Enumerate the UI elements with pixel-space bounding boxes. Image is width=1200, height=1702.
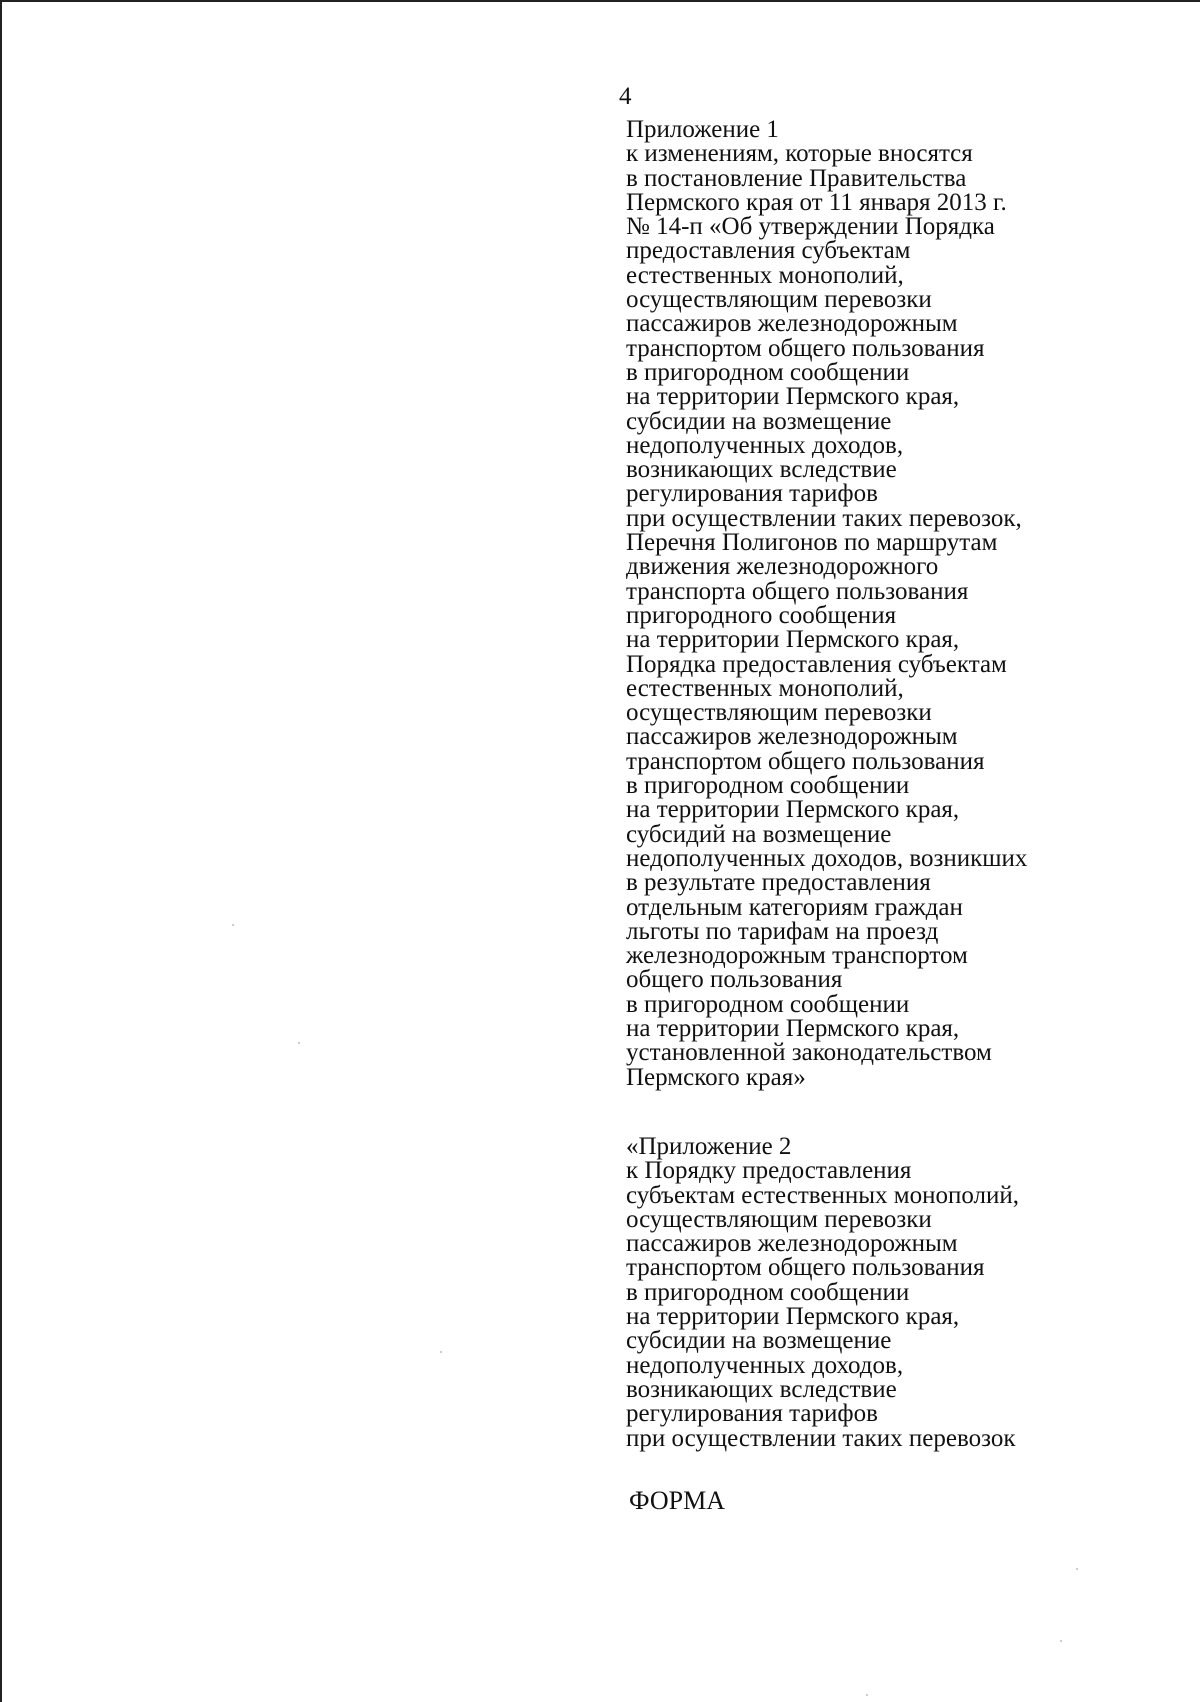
- scan-speck: [1076, 1568, 1078, 1570]
- scan-edge-left: [0, 0, 2, 1702]
- form-label: ФОРМА: [629, 1486, 725, 1515]
- appendix-1-line: недополученных доходов, возникших: [626, 844, 1028, 872]
- appendix-2-header: [626, 1135, 1019, 1451]
- scan-edge-top: [0, 0, 1200, 2]
- appendix-2-line: недополученных доходов,: [626, 1351, 904, 1379]
- appendix-2-line: транспортом общего пользования: [626, 1254, 985, 1282]
- appendix-2-line: на территории Пермского края,: [626, 1303, 960, 1331]
- appendix-1-line: пригородного сообщения: [626, 601, 897, 629]
- appendix-1-line: Перечня Полигонов по маршрутам: [626, 529, 998, 557]
- appendix-1-line: Приложение 1: [626, 116, 779, 143]
- appendix-1-line: транспорта общего пользования: [626, 577, 969, 605]
- appendix-1-line: субсидии на возмещение: [626, 407, 892, 435]
- appendix-1-line: Пермского края от 11 января 2013 г.: [626, 188, 1007, 216]
- appendix-1-line: на территории Пермского края,: [626, 383, 960, 411]
- appendix-1-line: в результате предоставления: [626, 869, 931, 897]
- appendix-1-line: возникающих вследствие: [626, 456, 897, 484]
- appendix-1-line: льготы по тарифам на проезд: [626, 917, 939, 945]
- appendix-1-line: регулирования тарифов: [626, 480, 878, 508]
- scan-speck: [866, 1694, 868, 1696]
- appendix-1-line: предоставления субъектам: [626, 237, 911, 265]
- scan-speck: [298, 1042, 300, 1044]
- appendix-2-line: осуществляющим перевозки: [626, 1205, 932, 1233]
- appendix-1-line: Пермского края»: [626, 1063, 806, 1091]
- appendix-2-line: к Порядку предоставления: [626, 1157, 912, 1185]
- appendix-1-header: [626, 118, 1027, 1090]
- appendix-1-line: осуществляющим перевозки: [626, 699, 932, 727]
- appendix-1-line: железнодорожным транспортом: [626, 942, 968, 970]
- appendix-1-line: в пригородном сообщении: [626, 990, 910, 1018]
- scan-speck: [440, 1351, 442, 1353]
- scan-speck: [232, 924, 234, 926]
- appendix-1-line: осуществляющим перевозки: [626, 286, 932, 314]
- appendix-1-line: естественных монополий,: [626, 674, 904, 702]
- appendix-1-line: пассажиров железнодорожным: [626, 310, 958, 338]
- appendix-1-line: отдельным категориям граждан: [626, 893, 963, 921]
- appendix-1-line: движения железнодорожного: [626, 553, 939, 581]
- appendix-1-line: на территории Пермского края,: [626, 796, 960, 824]
- page-number: 4: [619, 83, 632, 110]
- appendix-1-line: при осуществлении таких перевозок,: [626, 504, 1022, 532]
- appendix-2-line: возникающих вследствие: [626, 1375, 897, 1403]
- appendix-1-line: установленной законодательством: [626, 1039, 992, 1067]
- appendix-2-line: субъектам естественных монополий,: [626, 1181, 1020, 1209]
- appendix-1-line: транспортом общего пользования: [626, 334, 985, 362]
- appendix-1-line: общего пользования: [626, 966, 843, 994]
- appendix-2-line: в пригородном сообщении: [626, 1278, 910, 1306]
- appendix-1-line: транспортом общего пользования: [626, 747, 985, 775]
- appendix-1-line: в пригородном сообщении: [626, 358, 910, 386]
- appendix-2-line: «Приложение 2: [626, 1133, 792, 1160]
- appendix-1-line: в постановление Правительства: [626, 164, 967, 192]
- appendix-1-line: естественных монополий,: [626, 261, 904, 289]
- appendix-1-line: на территории Пермского края,: [626, 1014, 960, 1042]
- appendix-1-line: к изменениям, которые вносятся: [626, 140, 973, 168]
- appendix-2-line: пассажиров железнодорожным: [626, 1230, 958, 1258]
- appendix-1-line: в пригородном сообщении: [626, 772, 910, 800]
- appendix-1-line: пассажиров железнодорожным: [626, 723, 958, 751]
- appendix-2-line: при осуществлении таких перевозок: [626, 1424, 1016, 1452]
- appendix-1-line: Порядка предоставления субъектам: [626, 650, 1007, 678]
- scan-speck: [1060, 1640, 1062, 1642]
- appendix-2-line: регулирования тарифов: [626, 1400, 878, 1428]
- appendix-2-line: субсидии на возмещение: [626, 1327, 892, 1355]
- appendix-1-line: № 14-п «Об утверждении Порядка: [626, 213, 995, 241]
- appendix-1-line: на территории Пермского края,: [626, 626, 960, 654]
- appendix-1-line: субсидий на возмещение: [626, 820, 892, 848]
- appendix-1-line: недополученных доходов,: [626, 431, 904, 459]
